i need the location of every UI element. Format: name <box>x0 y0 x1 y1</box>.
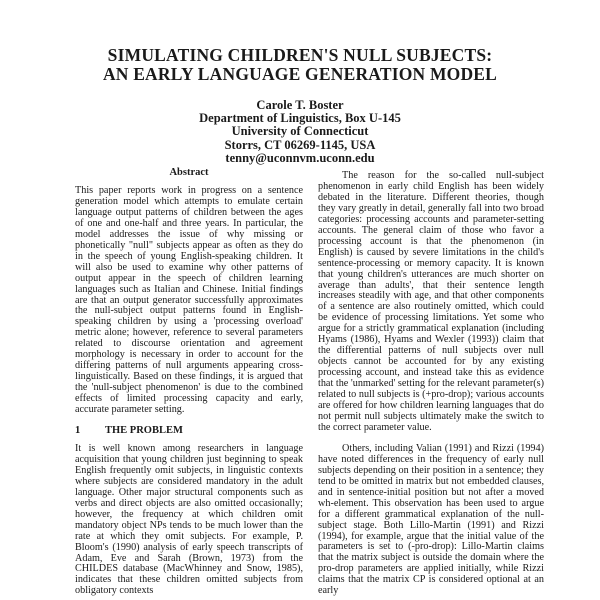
body-paragraph-1: The reason for the so-called null-subject phenomenon in early child English has been widely debated in the literature. Different theories, though they vary greatly in detail, generally fall into two broad categories: processing accounts and parameter-setting accounts. The general claim of those who favor a processing account is that the phenomenon (in English) is caused by severe limitations in the child's sentence-processing or memory capacity. It is known that young children's utterances are much shorter on average than adults', that their sentence length increases steadily with age, and that other components of a sentence are also routinely omitted, which could be evidence of processing limitations. Yet some who argue for a strictly grammatical explanation (including Hyams (1986), Hyams and Wexler (1993)) claim that the differential patterns of null subjects over null objects cannot be accounted for by any existing processing account, and instead take this as evidence that the 'unmarked' setting for the relevant parameter(s) related to null subjects is (+pro-drop); various accounts are offered for how children learning languages that do not permit null subjects ultimately make the switch to the correct parameter value. <box>318 170 544 433</box>
section-heading <box>75 426 303 437</box>
author-name: Carole T. Boster <box>256 98 344 112</box>
right-column <box>318 171 544 597</box>
paper-title-line1: SIMULATING CHILDREN'S NULL SUBJECTS: <box>107 45 493 65</box>
paper-title-line2: AN EARLY LANGUAGE GENERATION MODEL <box>102 64 498 84</box>
author-block <box>0 99 600 165</box>
abstract-heading: Abstract <box>169 167 209 178</box>
section-number: 1 <box>75 425 81 437</box>
author-email: tenny@uconnvm.uconn.edu <box>225 150 375 165</box>
affiliation-department: Department of Linguistics, Box U-145 <box>199 111 401 126</box>
left-column <box>75 166 303 597</box>
body-paragraph-2: Others, including Valian (1991) and Rizzi (1994) have noted differences in the frequency of early null subjects depending on their position in a sentence; they tend to be omitted in matrix but not embedded clauses, and in sentence-initial position but not after a moved wh-element. This observation has been used to argue for a different grammatical explanation of the null-subject stage. Both Lillo-Martin (1991) and Rizzi (1994), for example, argue that the initial value of the parameters is set to (-pro-drop): Lillo-Martin claims that the matrix subject is outside the domain where the pro-drop parameters are applied initially, while Rizzi claims that the matrix CP is considered optional at an early <box>318 442 544 597</box>
abstract-text: This paper reports work in progress on a sentence generation model which attempts to emulate certain language output patterns of children between the ages of one and one-half and three years. In particular, the model addresses the issue of why missing or phonetically "null" subjects appear as often as they do in the speech of young English-speaking children. It will also be used to examine why other patterns of output appear in the speech of children learning languages such as Italian and Chinese. Initial findings are that an output generator successfully approximates the null-subject output patterns found in English-speaking children by using a 'processing overload' metric alone; however, reference to several parameters related to discourse orientation and agreement morphology is necessary in order to account for the differing patterns of null arguments appearing cross-linguistically. Based on these findings, it is argued that the 'null-subject phenomenon' is due to the combined effects of limited processing capacity and early, accurate parameter setting. <box>75 185 303 416</box>
section1-text: It is well known among researchers in language acquisition that young children just beginning to speak English frequently omit subjects, in linguistic contexts where subjects are considered mandatory in the adult language. Other major structural components such as verbs and direct objects are also omitted occasionally; however, the frequency at which children omit mandatory object NPs tends to be much lower than the rate at which they omit subjects. For example, P. Bloom's (1990) analysis of early speech transcripts of Adam, Eve and Sarah (Brown, 1973) from the CHILDES database (MacWhinney and Snow, 1985), indicates that these children omitted subjects from obligatory contexts <box>75 442 303 597</box>
affiliation-university: University of Connecticut <box>231 124 369 139</box>
affiliation-address: Storrs, CT 06269-1145, USA <box>224 137 376 152</box>
section-title: THE PROBLEM <box>105 425 183 437</box>
